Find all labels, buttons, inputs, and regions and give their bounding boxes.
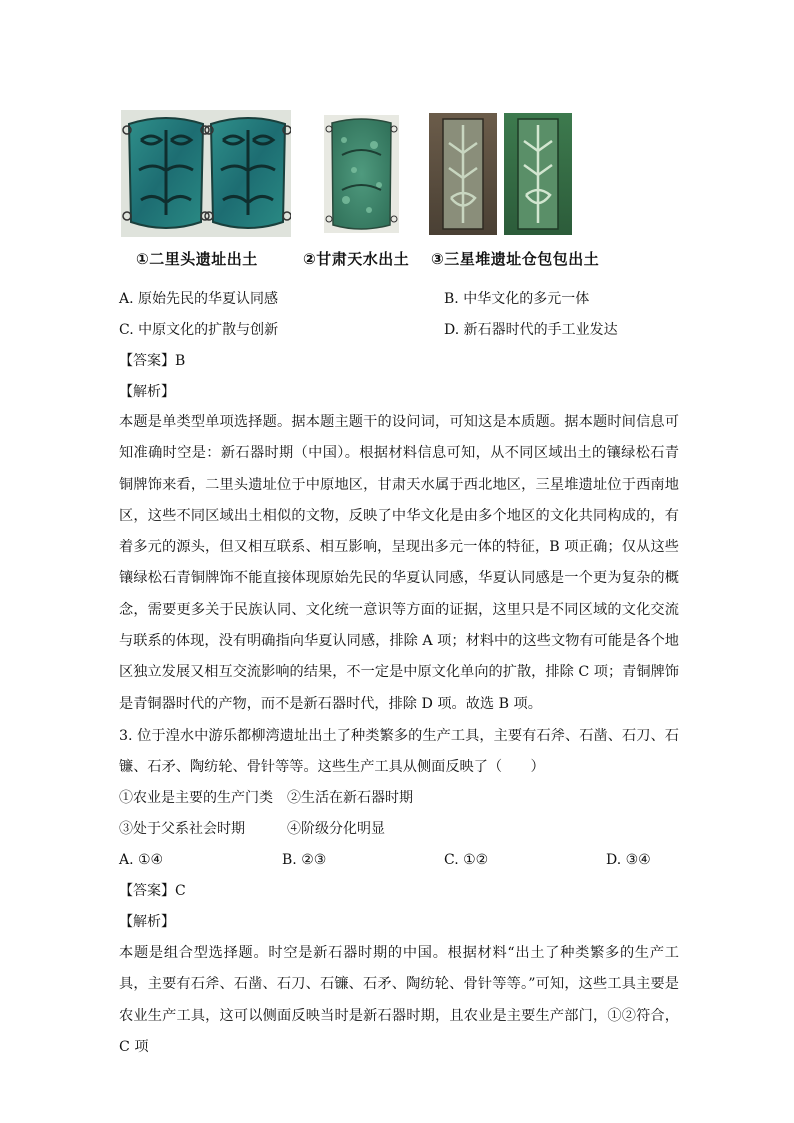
q3-option-a: A. ①④ [119, 852, 164, 868]
q2-analysis-label: 【解析】 [119, 384, 175, 400]
q3-items-line1: ①农业是主要的生产门类 ②生活在新石器时期 [119, 790, 413, 806]
erlitou-plaques-image [121, 110, 291, 237]
caption-erlitou: ①二里头遗址出土 [136, 250, 258, 268]
q3-option-d: D. ③④ [606, 852, 651, 868]
q2-answer: 【答案】B [119, 353, 186, 369]
q2-option-a: A. 原始先民的华夏认同感 [119, 291, 279, 307]
q3-items-line2: ③处于父系社会时期 ④阶级分化明显 [119, 821, 385, 837]
caption-sanxingdui: ③三星堆遗址仓包包出土 [431, 250, 600, 268]
q3-option-c: C. ①② [444, 852, 489, 868]
q2-option-b: B. 中华文化的多元一体 [444, 291, 590, 307]
q3-analysis-label: 【解析】 [119, 914, 175, 930]
sanxingdui-plaques-image [429, 113, 572, 235]
bronze-plaque-pair-icon [429, 113, 572, 235]
q3-answer: 【答案】C [119, 883, 186, 899]
tianshui-plaque-image [324, 115, 399, 233]
q3-stem: 3. 位于湟水中游乐都柳湾遗址出土了种类繁多的生产工具，主要有石斧、石凿、石刀、石镰、石矛、陶纺轮、骨针等等。这些生产工具从侧面反映了（ ） [119, 728, 679, 776]
q3-analysis-text: 本题是组合型选择题。时空是新石器时期的中国。根据材料“出土了种类繁多的生产工具，主要有石斧、石凿、石刀、石镰、石矛、陶纺轮、骨针等等。”可知，这些工具主要是农业生产工具，这可以侧面反映当时是新石器时期，且农业是主要生产部门，①②符合，C 项 [119, 945, 679, 1055]
q3-option-b: B. ②③ [282, 852, 327, 868]
q2-option-d: D. 新石器时代的手工业发达 [444, 322, 618, 338]
bronze-plaque-icon [324, 115, 399, 233]
bronze-plaque-pair-icon [121, 110, 291, 237]
caption-tianshui: ②甘肃天水出土 [303, 250, 410, 268]
q2-analysis-text: 本题是单类型单项选择题。据本题主题干的设问词，可知这是本质题。据本题时间信息可知准确时空是：新石器时期（中国）。根据材料信息可知，从不同区域出土的镶绿松石青铜牌饰来看，二里头遗址位于中原地区，甘肃天水属于西北地区，三星堆遗址位于西南地区，这些不同区域出土相似的文物，反映了中华文化是由多个地区的文化共同构成的，有着多元的源头，但又相互联系、相互影响，呈现出多元一体的特征，B 项正确；仅从这些镶绿松石青铜牌饰不能直接体现原始先民的华夏认同感，华夏认同感是一个更为复杂的概念，需要更多关于民族认同、文化统一意识等方面的证据，这里只是不同区域的文化交流与联系的体现，没有明确指向华夏认同感，排除 A 项；材料中的这些文物有可能是各个地区独立发展又相互交流影响的结果，不一定是中原文化单向的扩散，排除 C 项；青铜牌饰是青铜器时代的产物，而不是新石器时代，排除 D 项。故选 B 项。 [119, 414, 679, 712]
q2-option-c: C. 中原文化的扩散与创新 [119, 322, 279, 338]
